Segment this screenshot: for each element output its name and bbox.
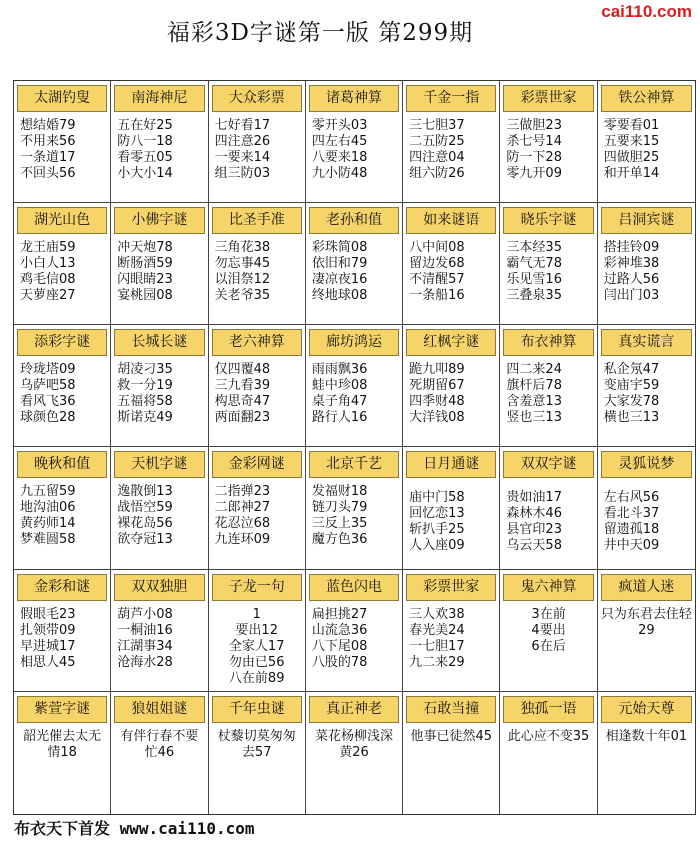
riddle-line: 江湖事34 — [117, 638, 173, 654]
riddle-line: 早进城17 — [20, 638, 76, 654]
riddle-cell — [403, 203, 500, 325]
cell-header: 紫萱字谜 — [17, 696, 107, 723]
riddle-line: 韶光催去太无情18 — [23, 728, 102, 760]
riddle-line: 仅四覆48 — [214, 362, 271, 378]
riddle-line: 龙王庙59 — [20, 240, 76, 256]
riddle-line: 过路人56 — [603, 272, 660, 288]
riddle-line: 只为东君去住轻29 — [600, 606, 692, 638]
riddle-line: 留边发68 — [409, 256, 465, 272]
riddle-cell — [500, 570, 597, 692]
riddle-line: 四做胆25 — [603, 150, 660, 165]
riddle-line: 不回头56 — [20, 166, 76, 181]
riddle-line: 八要来18 — [311, 150, 368, 165]
riddle-cell — [306, 570, 403, 692]
riddle-cell — [500, 692, 597, 814]
riddle-line: 三角花38 — [214, 240, 271, 256]
cell-header: 长城长谜 — [114, 329, 204, 356]
cell-header: 彩票世家 — [503, 85, 593, 112]
cell-header: 红枫字谜 — [406, 329, 496, 356]
cell-header: 大众彩票 — [212, 85, 302, 112]
riddle-line: 三做胆23 — [506, 118, 562, 133]
cell-header: 湖光山色 — [17, 207, 107, 234]
riddle-line: 战悟空59 — [117, 500, 173, 516]
riddle-line: 三人欢38 — [409, 606, 465, 622]
riddle-line: 乌云天58 — [506, 538, 562, 554]
riddle-line: 组三防03 — [214, 166, 271, 181]
riddle-line: 含羞意13 — [506, 394, 562, 410]
riddle-cell — [306, 81, 403, 203]
riddle-line: 沧海水28 — [117, 654, 173, 670]
cell-header: 添彩字谜 — [17, 329, 107, 356]
cell-header: 疯道人迷 — [601, 574, 692, 601]
riddle-line: 6在后 — [531, 638, 566, 654]
riddle-line: 依旧和79 — [311, 256, 368, 272]
riddle-cell — [598, 692, 695, 814]
riddle-line: 私企氖47 — [603, 362, 660, 378]
riddle-line: 看北斗37 — [603, 506, 660, 522]
riddle-cell — [209, 203, 306, 325]
cell-header: 元始天尊 — [601, 696, 692, 723]
riddle-line: 小白人13 — [20, 256, 76, 272]
cell-header: 北京千艺 — [309, 451, 399, 478]
riddle-line: 八股的78 — [311, 654, 368, 670]
riddle-line: 链刀头79 — [311, 500, 368, 516]
riddle-line: 跪九叩89 — [409, 362, 465, 378]
riddle-line: 桌子角47 — [311, 394, 368, 410]
riddle-line: 鸡毛信08 — [20, 272, 76, 288]
riddle-line: 竖也三13 — [506, 410, 562, 426]
riddle-line: 小大小14 — [117, 166, 173, 181]
riddle-line: 一条船16 — [409, 288, 465, 304]
riddle-line: 杖藜切莫匆匆去57 — [217, 728, 296, 760]
riddle-line: 九二来29 — [409, 654, 465, 670]
riddle-line: 左右风56 — [603, 490, 660, 506]
riddle-line: 看风飞36 — [20, 394, 76, 410]
riddle-line: 斩扒手25 — [409, 522, 465, 538]
riddle-cell — [111, 692, 208, 814]
riddle-line: 九五留59 — [20, 484, 76, 500]
riddle-cell — [500, 81, 597, 203]
riddle-line: 凄凉夜16 — [311, 272, 368, 288]
riddle-line: 三叠泉35 — [506, 288, 562, 304]
riddle-line: 庙中门58 — [409, 490, 465, 506]
riddle-line: 不清醒57 — [409, 272, 465, 288]
riddle-cell — [209, 325, 306, 447]
riddle-cell — [598, 325, 695, 447]
riddle-board — [13, 80, 696, 815]
riddle-line: 相思人45 — [20, 654, 76, 670]
riddle-cell — [500, 325, 597, 447]
riddle-line: 五在好25 — [117, 118, 173, 133]
riddle-line: 贵如油17 — [506, 490, 562, 506]
riddle-line: 二五防25 — [409, 134, 465, 149]
riddle-line: 八在前89 — [228, 670, 285, 686]
riddle-line: 防一下28 — [506, 150, 562, 165]
riddle-cell — [14, 570, 111, 692]
riddle-line: 三七胆37 — [409, 118, 465, 133]
riddle-line: 零开头03 — [311, 118, 368, 133]
riddle-line: 一桐油16 — [117, 622, 173, 638]
riddle-line: 零要看01 — [603, 118, 660, 133]
riddle-cell — [14, 203, 111, 325]
cell-header: 吕洞宾谜 — [601, 207, 692, 234]
riddle-line: 发福财18 — [311, 484, 368, 500]
riddle-line: 勿由已56 — [228, 654, 285, 670]
riddle-line: 看零五05 — [117, 150, 173, 165]
cell-header: 金彩和谜 — [17, 574, 107, 601]
riddle-line: 彩神堆38 — [603, 256, 660, 272]
riddle-cell — [306, 692, 403, 814]
riddle-line: 井中天09 — [603, 538, 660, 554]
riddle-line: 回忆恋13 — [409, 506, 465, 522]
riddle-line: 3在前 — [531, 606, 566, 622]
riddle-line: 闪眼睛23 — [117, 272, 173, 288]
cell-header: 老孙和值 — [309, 207, 399, 234]
cell-header: 双双字谜 — [503, 451, 593, 478]
riddle-line: 四左右45 — [311, 134, 368, 149]
riddle-line: 九连环09 — [214, 532, 271, 548]
riddle-line: 二郎神27 — [214, 500, 271, 516]
riddle-line: 裸花岛56 — [117, 516, 173, 532]
riddle-line: 乌萨吧58 — [20, 378, 76, 394]
riddle-line: 蛙中珍08 — [311, 378, 368, 394]
riddle-line: 梦难圆58 — [20, 532, 76, 548]
riddle-line: 留遗孤18 — [603, 522, 660, 538]
riddle-line: 四季财48 — [409, 394, 465, 410]
cell-header: 如来谜语 — [406, 207, 496, 234]
riddle-line: 关老爷35 — [214, 288, 271, 304]
riddle-line: 三九看39 — [214, 378, 271, 394]
riddle-line: 四注意26 — [214, 134, 271, 149]
cell-header: 灵狐说梦 — [601, 451, 692, 478]
riddle-cell — [403, 447, 500, 569]
cell-header: 千金一指 — [406, 85, 496, 112]
cell-header: 老六神算 — [212, 329, 302, 356]
riddle-cell — [598, 203, 695, 325]
riddle-cell — [111, 570, 208, 692]
riddle-line: 山流急36 — [311, 622, 368, 638]
riddle-line: 搭挂铃09 — [603, 240, 660, 256]
site-watermark: cai110.com — [601, 2, 692, 21]
riddle-cell — [209, 447, 306, 569]
riddle-cell — [111, 81, 208, 203]
riddle-line: 四注意04 — [409, 150, 465, 165]
riddle-cell — [500, 447, 597, 569]
riddle-cell — [500, 203, 597, 325]
riddle-line: 构思奇47 — [214, 394, 271, 410]
riddle-line: 死期留67 — [409, 378, 465, 394]
riddle-line: 旗杆后78 — [506, 378, 562, 394]
cell-header: 铁公神算 — [601, 85, 692, 112]
cell-header: 鬼六神算 — [503, 574, 593, 601]
riddle-cell — [403, 692, 500, 814]
footer-credit: 布衣天下首发 www.cai110.com — [14, 819, 255, 838]
cell-header: 子龙一句 — [212, 574, 302, 601]
riddle-line: 两面翻23 — [214, 410, 271, 426]
riddle-line: 胡凌刁35 — [117, 362, 173, 378]
riddle-line: 八下尾08 — [311, 638, 368, 654]
riddle-line: 冲天炮78 — [117, 240, 173, 256]
riddle-line: 断肠酒59 — [117, 256, 173, 272]
riddle-line: 一七胆17 — [409, 638, 465, 654]
riddle-line: 九小防48 — [311, 166, 368, 181]
riddle-line: 欲夺冠13 — [117, 532, 173, 548]
riddle-line: 勿忘事45 — [214, 256, 271, 272]
cell-header: 天机字谜 — [114, 451, 204, 478]
riddle-line: 八中间08 — [409, 240, 465, 256]
riddle-line: 乐见雪16 — [506, 272, 562, 288]
riddle-line: 一条道17 — [20, 150, 76, 165]
cell-header: 诸葛神算 — [309, 85, 399, 112]
riddle-cell — [209, 692, 306, 814]
riddle-line: 想结婚79 — [20, 118, 76, 133]
riddle-line: 要出12 — [235, 622, 278, 638]
riddle-line: 县官印23 — [506, 522, 562, 538]
riddle-line: 七好看17 — [214, 118, 271, 133]
riddle-line: 防八一18 — [117, 134, 173, 149]
riddle-cell — [14, 81, 111, 203]
riddle-cell — [403, 570, 500, 692]
riddle-line: 森林木46 — [506, 506, 562, 522]
riddle-line: 扁担挑27 — [311, 606, 368, 622]
riddle-line: 球颜色28 — [20, 410, 76, 426]
riddle-cell — [306, 447, 403, 569]
riddle-line: 有伴行春不要忙46 — [120, 728, 199, 760]
cell-header: 晚秋和值 — [17, 451, 107, 478]
riddle-line: 霸气无78 — [506, 256, 562, 272]
page-title: 福彩3D字谜第一版 第299期 — [166, 20, 474, 46]
riddle-cell — [598, 570, 695, 692]
riddle-cell — [306, 203, 403, 325]
riddle-line: 全家人17 — [228, 638, 285, 654]
riddle-line: 五福将58 — [117, 394, 173, 410]
riddle-line: 4要出 — [531, 622, 566, 638]
riddle-line: 救一分19 — [117, 378, 173, 394]
riddle-cell — [111, 203, 208, 325]
riddle-line: 逸散倒13 — [117, 484, 173, 500]
riddle-cell — [598, 81, 695, 203]
cell-header: 廊坊鸿运 — [309, 329, 399, 356]
cell-header: 真实谎言 — [601, 329, 692, 356]
riddle-cell — [14, 447, 111, 569]
riddle-line: 葫芦小08 — [117, 606, 173, 622]
riddle-line: 菜花杨柳浅深黄26 — [314, 728, 393, 760]
riddle-line: 零九开09 — [506, 166, 562, 181]
riddle-cell — [14, 692, 111, 814]
riddle-cell — [209, 81, 306, 203]
riddle-line: 天萝座27 — [20, 288, 76, 304]
riddle-line: 相逢数十年01 — [605, 728, 688, 744]
riddle-line: 玲珑塔09 — [20, 362, 76, 378]
riddle-line: 以泪祭12 — [214, 272, 271, 288]
cell-header: 布衣神算 — [503, 329, 593, 356]
riddle-line: 彩珠简08 — [311, 240, 368, 256]
riddle-line: 路行人16 — [311, 410, 368, 426]
riddle-line: 此心应不变35 — [507, 728, 590, 744]
riddle-line: 大洋钱08 — [409, 410, 465, 426]
riddle-line: 假眼毛23 — [20, 606, 76, 622]
riddle-line: 和开单14 — [603, 166, 660, 181]
cell-header: 太湖钓叟 — [17, 85, 107, 112]
riddle-cell — [306, 325, 403, 447]
riddle-cell — [598, 447, 695, 569]
riddle-line: 地沟油06 — [20, 500, 76, 516]
cell-header: 狼姐姐谜 — [114, 696, 204, 723]
riddle-line: 魔方色36 — [311, 532, 368, 548]
riddle-line: 雨雨飘36 — [311, 362, 368, 378]
riddle-line: 四二来24 — [506, 362, 562, 378]
riddle-line: 大家发78 — [603, 394, 660, 410]
cell-header: 金彩网谜 — [212, 451, 302, 478]
riddle-line: 不用来56 — [20, 134, 76, 149]
cell-header: 千年虫谜 — [212, 696, 302, 723]
riddle-line: 终地球08 — [311, 288, 368, 304]
riddle-line: 五要来15 — [603, 134, 660, 149]
riddle-line: 斯诺克49 — [117, 410, 173, 426]
riddle-line: 扎领带09 — [20, 622, 76, 638]
riddle-line: 杀七号14 — [506, 134, 562, 149]
riddle-line: 三反上35 — [311, 516, 368, 532]
riddle-cell — [403, 325, 500, 447]
cell-header: 双双独胆 — [114, 574, 204, 601]
cell-header: 独孤一语 — [503, 696, 593, 723]
riddle-line: 黄药师14 — [20, 516, 76, 532]
riddle-line: 二指弹23 — [214, 484, 271, 500]
riddle-line: 一要来14 — [214, 150, 271, 165]
riddle-line: 三本经35 — [506, 240, 562, 256]
riddle-line: 横也三13 — [603, 410, 660, 426]
riddle-cell — [111, 447, 208, 569]
riddle-line: 宴桃园08 — [117, 288, 173, 304]
riddle-line: 闫出门03 — [603, 288, 660, 304]
riddle-cell — [403, 81, 500, 203]
riddle-cell — [14, 325, 111, 447]
riddle-line: 他事已徒然45 — [410, 728, 493, 744]
riddle-cell — [111, 325, 208, 447]
cell-header: 小佛字谜 — [114, 207, 204, 234]
cell-header: 比圣手准 — [212, 207, 302, 234]
riddle-line: 变庙宇59 — [603, 378, 660, 394]
riddle-line: 春光美24 — [409, 622, 465, 638]
cell-header: 彩票世家 — [406, 574, 496, 601]
cell-header: 日月通谜 — [406, 451, 496, 478]
riddle-line: 人入座09 — [409, 538, 465, 554]
riddle-line: 组六防26 — [409, 166, 465, 181]
cell-header: 石敢当撞 — [406, 696, 496, 723]
cell-header: 南海神尼 — [114, 85, 204, 112]
riddle-cell — [209, 570, 306, 692]
cell-header: 晓乐字谜 — [503, 207, 593, 234]
riddle-line: 花忍泣68 — [214, 516, 271, 532]
cell-header: 真正神老 — [309, 696, 399, 723]
riddle-line: 1 — [252, 606, 261, 622]
cell-header: 蓝色闪电 — [309, 574, 399, 601]
